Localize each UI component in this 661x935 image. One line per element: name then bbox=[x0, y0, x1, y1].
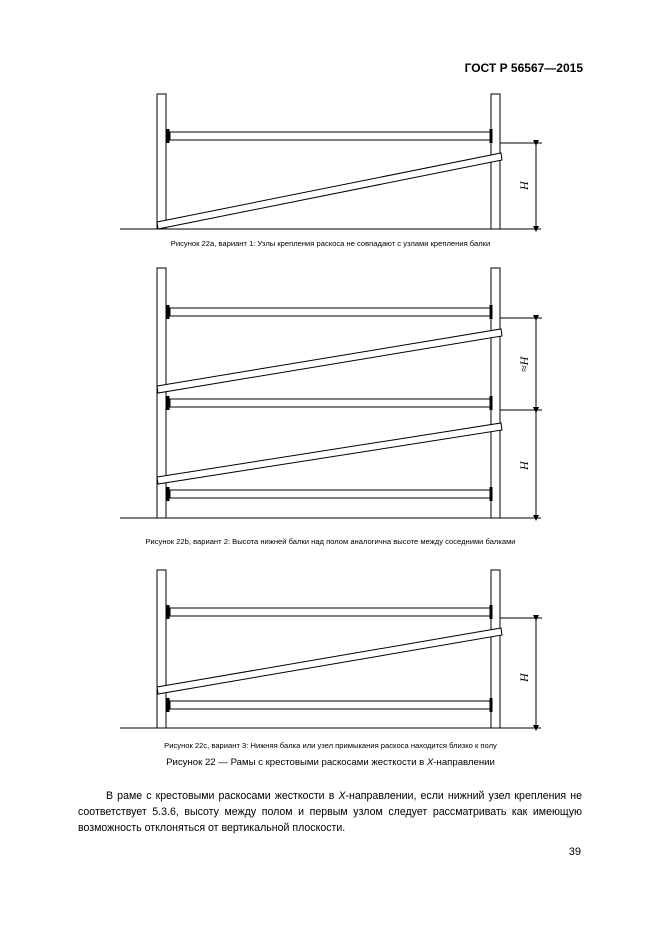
page-number: 39 bbox=[568, 846, 581, 858]
diagonal-brace bbox=[157, 153, 502, 229]
beam-top bbox=[170, 608, 491, 616]
figure-22c bbox=[120, 570, 542, 728]
caption-22c: Рисунок 22c, вариант 3: Нижняя балка или узел примыкания раскоса находится близко к полу bbox=[164, 741, 497, 750]
dim-label-approx-h: ≈H bbox=[517, 356, 531, 372]
caption-22a: Рисунок 22a, вариант 1: Узлы крепления раскоса не совпадают с узлами крепления балки bbox=[170, 239, 491, 248]
beam bbox=[170, 132, 491, 140]
beam-bottom bbox=[170, 490, 491, 498]
beam-top bbox=[170, 308, 491, 316]
dim-label-h: H bbox=[517, 181, 531, 190]
diagonal-brace-upper bbox=[157, 329, 502, 393]
upright-left bbox=[157, 94, 166, 229]
beam-bottom bbox=[170, 701, 491, 709]
diagonal-brace-lower bbox=[157, 423, 502, 484]
figure-22a bbox=[120, 94, 542, 229]
main-figure-caption: Рисунок 22 — Рамы с крестовыми раскосами жесткости в X-направлении bbox=[166, 757, 495, 768]
upright-left bbox=[157, 570, 166, 728]
figure-22b bbox=[120, 268, 542, 518]
diagonal-brace bbox=[157, 628, 502, 694]
beam-middle bbox=[170, 399, 491, 407]
document-header: ГОСТ Р 56567—2015 bbox=[464, 61, 583, 75]
body-paragraph: В раме с крестовыми раскосами жесткости в X-направлении, если нижний узел крепления не соответствует 5.3.6, высоту между полом и первым узлом следует рассматривать как имеющую возможность отклоняться от вертикальной плоскости. bbox=[78, 790, 583, 834]
caption-22b: Рисунок 22b, вариант 2: Высота нижней балки над полом аналогична высоте между соседними балками bbox=[145, 537, 516, 546]
dim-label-h: H bbox=[517, 461, 531, 470]
dim-label-h: H bbox=[517, 673, 531, 682]
